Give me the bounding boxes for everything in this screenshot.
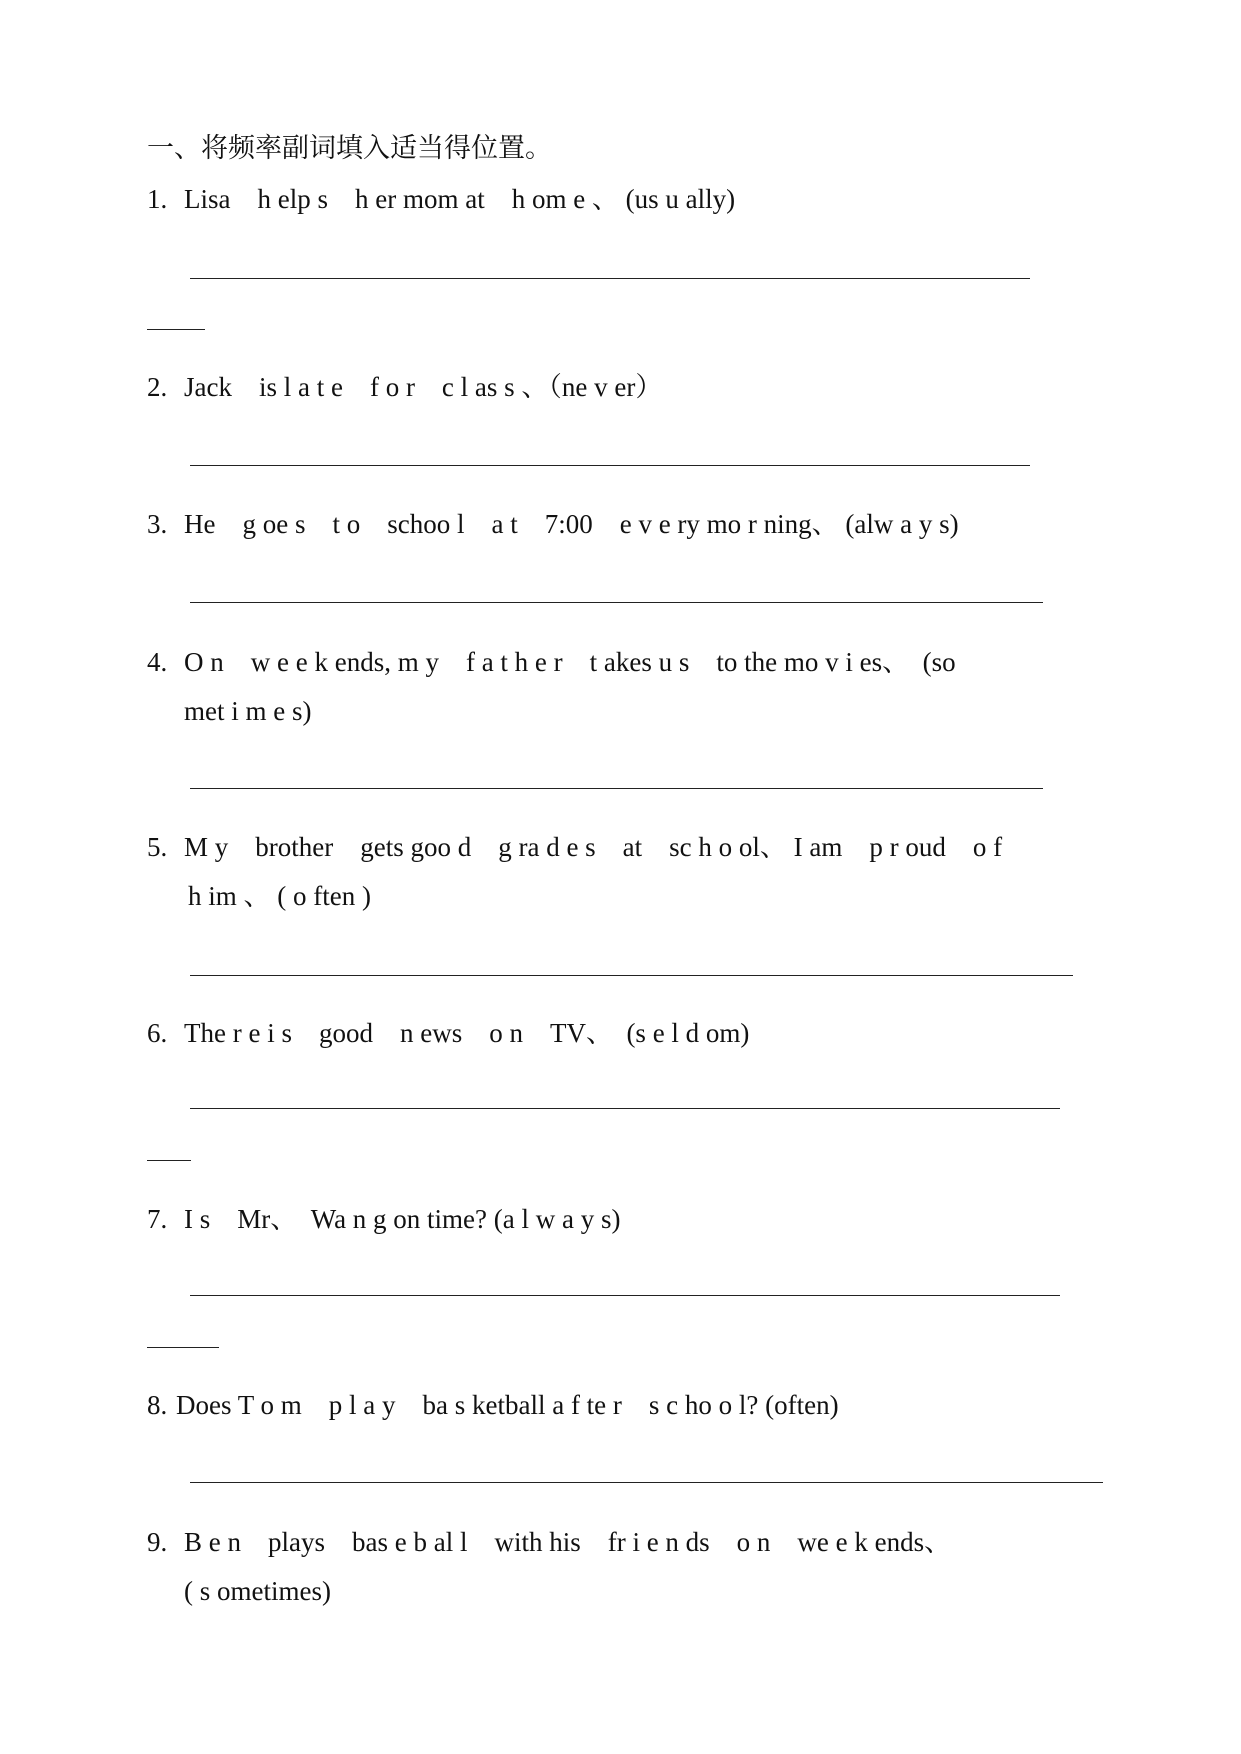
answer-line-6-overflow [147, 1160, 191, 1161]
question-6-number: 6. [147, 1018, 168, 1048]
question-9-text-line-1: B e n plays bas e b al l with his fr i e n ds o n we e k ends、 [184, 1527, 952, 1557]
question-5-text-line-2: h im 、 ( o ften ) [188, 881, 371, 911]
question-5-text-line-1: M y brother gets goo d g ra d e s at sc h o ol、 I am p r oud o f [184, 832, 1003, 862]
answer-line-5 [190, 975, 1073, 976]
question-7-number: 7. [147, 1204, 168, 1234]
question-4-text-line-2: met i m e s) [184, 696, 312, 726]
question-3-number: 3. [147, 509, 168, 539]
question-4-text-line-1: O n w e e k ends, m y f a t h e r t akes u s to the mo v i es、 (so [184, 647, 956, 677]
answer-line-2 [190, 465, 1030, 466]
answer-line-1-overflow [147, 329, 205, 330]
question-1-number: 1. [147, 184, 168, 214]
question-4-number: 4. [147, 647, 168, 677]
question-3-text: He g oe s t o schoo l a t 7:00 e v e ry mo r ning、 (alw a y s) [184, 509, 959, 539]
section-heading: 一、将频率副词填入适当得位置。 [147, 133, 552, 163]
answer-line-4 [190, 788, 1043, 789]
question-2-number: 2. [147, 372, 168, 402]
question-8-number: 8. [147, 1390, 168, 1420]
question-5-number: 5. [147, 832, 168, 862]
question-6-text: The r e i s good n ews o n TV、 (s e l d om) [184, 1018, 750, 1048]
question-8-text: Does T o m p l a y ba s ketball a f te r s c ho o l? (often) [176, 1390, 839, 1420]
question-7-text: I s Mr、 Wa n g on time? (a l w a y s) [184, 1204, 621, 1234]
question-1-text: Lisa h elp s h er mom at h om e 、 (us u ally) [184, 184, 736, 214]
answer-line-7 [190, 1295, 1060, 1296]
answer-line-1 [190, 278, 1030, 279]
question-9-text-line-2: ( s ometimes) [184, 1576, 331, 1606]
answer-line-3 [190, 602, 1043, 603]
question-9-number: 9. [147, 1527, 168, 1557]
question-2-text: Jack is l a t e f o r c l as s 、（ne v er） [184, 372, 663, 402]
answer-line-6 [190, 1108, 1060, 1109]
answer-line-8 [190, 1482, 1103, 1483]
answer-line-7-overflow [147, 1347, 219, 1348]
